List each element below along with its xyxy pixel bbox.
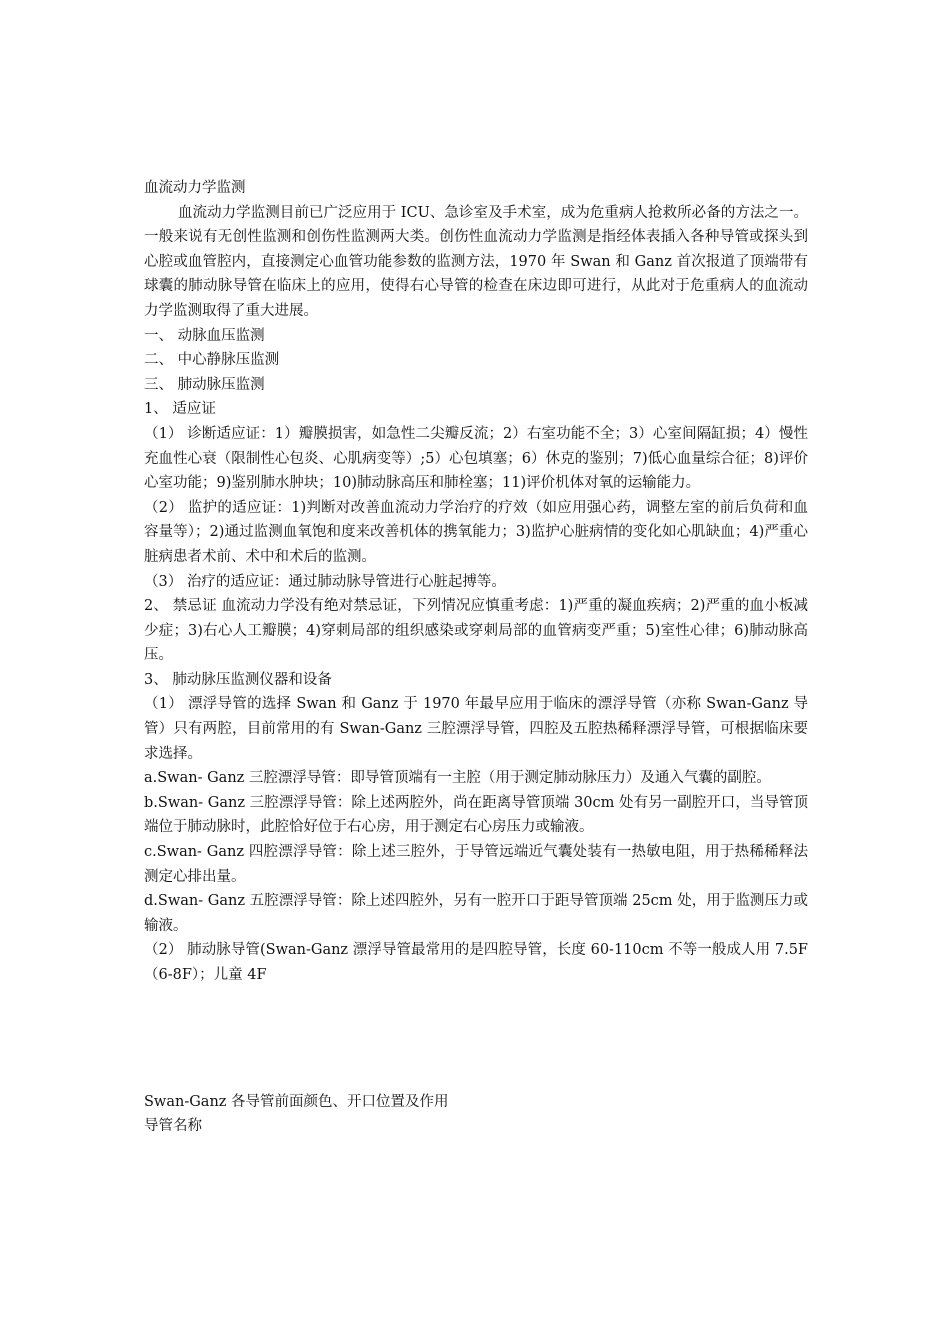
contraindications-paragraph: 2、 禁忌证 血流动力学没有绝对禁忌证，下列情况应慎重考虑：1)严重的凝血疾病；2)严重的血小板减少症；3)右心人工瓣膜；4)穿刺局部的组织感染或穿刺局部的血管病变严重；5)室性心律；6)肺动脉高压。 bbox=[144, 598, 808, 664]
table-caption: Swan-Ganz 各导管前面颜色、开口位置及作用 bbox=[144, 1093, 449, 1110]
equipment-heading: 3、 肺动脉压监测仪器和设备 bbox=[144, 671, 332, 688]
section-heading-pap: 三、 肺动脉压监测 bbox=[144, 376, 265, 393]
document-title: 血流动力学监测 bbox=[144, 180, 246, 196]
indication-therapeutic: （3） 治疗的适应证：通过肺动脉导管进行心脏起搏等。 bbox=[144, 573, 506, 590]
document-page bbox=[144, 176, 808, 1139]
indications-heading: 1、 适应证 bbox=[144, 401, 216, 418]
equipment-pulmonary-catheter: （2） 肺动脉导管(Swan-Ganz 漂浮导管最常用的是四腔导管，长度 60-110cm 不等一般成人用 7.5F（6-8F）；儿童 4F bbox=[144, 942, 808, 983]
indication-diagnostic: （1） 诊断适应证：1）瓣膜损害，如急性二尖瓣反流；2）右室功能不全；3）心室间隔缸损；4）慢性充血性心衰（限制性心包炎、心肌病变等）;5）心包填塞；6）休克的鉴别；7)低心血量综合征；8)评价心室功能；9)鉴别肺水肿块；10)肺动脉高压和肺栓塞；11)评价机体对氧的运输能力。 bbox=[144, 425, 808, 492]
indication-monitoring: （2） 监护的适应证：1)判断对改善血流动力学治疗的疗效（如应用强心药，调整左室的前后负荷和血容量等）；2)通过监测血氧饱和度来改善机体的携氧能力；3)监护心脏病情的变化如心肌缺血；4)严重心脏病患者术前、术中和术后的监测。 bbox=[144, 499, 808, 565]
equipment-item-c: c.Swan- Ganz 四腔漂浮导管：除上述三腔外，于导管远端近气囊处装有一热敏电阻，用于热稀稀释法测定心排出量。 bbox=[144, 844, 808, 885]
equipment-item-d: d.Swan- Ganz 五腔漂浮导管：除上述四腔外，另有一腔开口于距导管顶端 25cm 处，用于监测压力或输液。 bbox=[144, 893, 808, 934]
equipment-catheter-selection: （1） 漂浮导管的选择 Swan 和 Ganz 于 1970 年最早应用于临床的漂浮导管（亦称 Swan-Ganz 导管）只有两腔，目前常用的有 Swan-Ganz 三腔漂浮导管，四腔及五腔热稀释漂浮导管，可根据临床要求选择。 bbox=[144, 696, 808, 762]
equipment-item-b: b.Swan- Ganz 三腔漂浮导管：除上述两腔外，尚在距离导管顶端 30cm 处有另一副腔开口，当导管顶端位于肺动脉时，此腔恰好位于右心房，用于测定右心房压力或输液。 bbox=[144, 794, 808, 836]
blank-space bbox=[144, 988, 808, 1090]
intro-paragraph: 血流动力学监测目前已广泛应用于 ICU、急诊室及手术室，成为危重病人抢救所必备的方法之一。一般来说有无创性监测和创伤性监测两大类。创伤性血流动力学监测是指经体表插入各种导管或探头到心腔或血管腔内，直接测定心血管功能参数的监测方法，1970 年 Swan 和 Ganz 首次报道了顶端带有球囊的肺动脉导管在临床上的应用，使得右心导管的检查在床边即可进行，从此对于危重病人的血流动力学监测取得了重大进展。 bbox=[144, 204, 808, 319]
equipment-item-a: a.Swan- Ganz 三腔漂浮导管：即导管顶端有一主腔（用于测定肺动脉压力）及通入气囊的副腔。 bbox=[144, 770, 771, 787]
section-heading-cvp: 二、 中心静脉压监测 bbox=[144, 352, 280, 369]
section-heading-arterial: 一、 动脉血压监测 bbox=[144, 327, 265, 344]
table-first-cell: 导管名称 bbox=[144, 1118, 202, 1135]
